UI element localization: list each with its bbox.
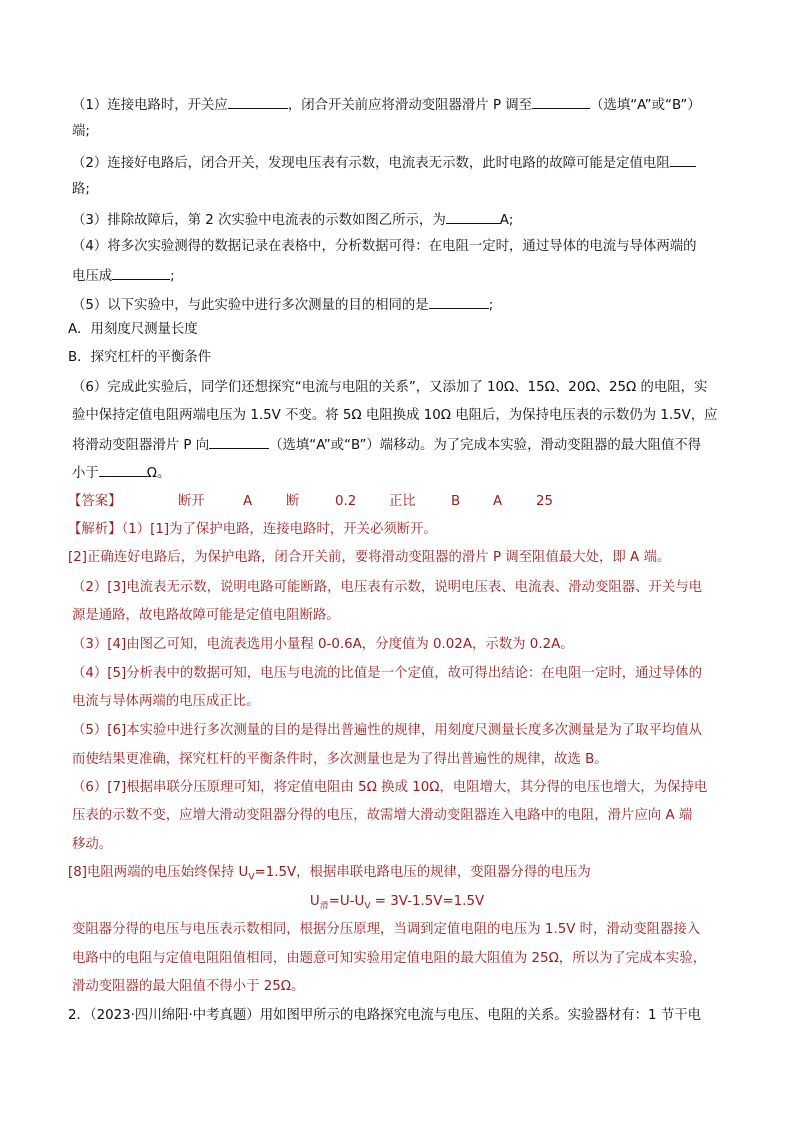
q6-line-3	[72, 434, 701, 456]
q6-text-c: 将滑动变阻器滑片 P 向	[72, 438, 210, 453]
answer-3: 断	[286, 494, 300, 509]
q1-line	[72, 94, 701, 116]
analysis-6: （4）[5]分析表中的数据可知，电压与电流的比值是一个定值，故可得出结论：在电阻一定时，通过导体的	[72, 666, 703, 681]
q2-blank	[670, 152, 696, 167]
analysis-13-a: [8]电阻两端的电压始终保持 U	[68, 865, 249, 880]
q4-blank	[112, 265, 170, 280]
q6-text-b: 验中保持定值电阻两端电压为 1.5V 不变。将 5Ω 电阻换成 10Ω 电阻后，为保持电压表的示数仍为 1.5V，应	[72, 408, 718, 423]
q1-text-c: （选填“A”或“B”）	[590, 98, 701, 113]
q6-text-f: Ω。	[146, 466, 171, 481]
answer-label: 【答案】	[68, 494, 122, 509]
next-question: 2．（2023·四川绵阳·中考真题）用如图甲所示的电路探究电流与电压、电阻的关系。实验器材有：1 节干电	[68, 1008, 701, 1023]
analysis-7: 电流与导体两端的电压成正比。	[72, 694, 260, 709]
q3-text-a: （3）排除故障后，第 2 次实验中电流表的示数如图乙所示，为	[72, 213, 446, 228]
analysis-10: （6）[7]根据串联分压原理可知，将定值电阻由 5Ω 换成 10Ω，电阻增大，其分得的电压也增大，为保持电	[72, 780, 708, 795]
q6-text-e: 小于	[72, 466, 99, 481]
q6-text-a: （6）完成此实验后，同学们还想探究“电流与电阻的关系”，又添加了 10Ω、15Ω、20Ω、25Ω 的电阻，实	[72, 380, 708, 395]
equation-sub-2: V	[364, 901, 371, 912]
q2-text-b: 路;	[72, 182, 90, 197]
q6-line	[72, 378, 707, 398]
analysis-1: 【解析】（1）[1]为了保护电路，连接电路时，开关必须断开。	[68, 522, 437, 537]
answer-row	[68, 492, 553, 512]
analysis-5: （3）[4]由图乙可知，电流表选用小量程 0-0.6A，分度值为 0.02A，示数为 0.2A。	[72, 637, 574, 652]
analysis-3: （2）[3]电流表无示数，说明电路可能断路，电压表有示数，说明电压表、电流表、滑动变阻器、开关与电	[72, 580, 703, 595]
equation-b: =U-U	[328, 894, 365, 909]
equation-u: U	[309, 894, 320, 909]
q4-text-b: 电压成	[72, 269, 113, 284]
q3-text-b: A;	[499, 213, 514, 228]
analysis-13	[68, 863, 591, 888]
q2-text-a: （2）连接好电路后，闭合开关，发现电压表有示数，电流表无示数，此时电路的故障可能是定值电阻	[72, 156, 670, 171]
analysis-16: 滑动变阻器的最大阻值不得小于 25Ω。	[72, 979, 305, 994]
analysis-12: 移动。	[72, 837, 113, 852]
q2-line	[72, 152, 696, 174]
option-b-text: B．探究杠杆的平衡条件	[68, 350, 212, 365]
q2-line-2	[72, 180, 90, 200]
option-a-text: A．用刻度尺测量长度	[68, 322, 198, 337]
q6-blank-1	[209, 434, 269, 449]
analysis-9: 而使结果更准确，探究杠杆的平衡条件时，多次测量也是为了得出普遍性的规律，故选 B。	[72, 752, 608, 767]
q6-line-4	[72, 462, 170, 484]
q1-line-2	[72, 122, 90, 142]
answer-8: 25	[536, 494, 554, 509]
equation-sub-1: 滑	[319, 901, 329, 912]
q1-text-d: 端;	[72, 124, 90, 139]
option-a	[68, 320, 198, 340]
q1-text-a: （1）连接电路时，开关应	[72, 98, 228, 113]
analysis-11: 压表的示数不变，应增大滑动变阻器分得的电压，故需增大滑动变阻器连入电路中的电阻，滑片应向 A 端	[72, 808, 693, 823]
equation-c: = 3V-1.5V=1.5V	[370, 894, 485, 909]
analysis-15: 电路中的电阻与定值电阻阻值相同，由题意可知实验用定值电阻的最大阻值为 25Ω，所以为了完成本实验，	[72, 951, 707, 966]
q5-line	[72, 294, 493, 316]
analysis-13-sub: V	[248, 872, 255, 883]
analysis-13-b: =1.5V，根据串联电路电压的规律，变阻器分得的电压为	[254, 865, 591, 880]
q6-blank-2	[99, 462, 147, 477]
q6-text-d: （选填“A”或“B”）端移动。为了完成本实验，滑动变阻器的最大阻值不得	[269, 438, 702, 453]
analysis-2: [2]正确连好电路后，为保护电路，闭合开关前，要将滑动变阻器的滑片 P 调至阻值最大处，即 A 端。	[68, 550, 671, 565]
q6-line-2	[72, 406, 718, 426]
q1-blank-1	[228, 94, 288, 109]
answer-5: 正比	[389, 494, 416, 509]
q5-text: （5）以下实验中，与此实验中进行多次测量的目的相同的是	[72, 298, 429, 313]
q3-line	[72, 209, 513, 231]
q1-blank-2	[532, 94, 590, 109]
answer-6: B	[451, 494, 461, 509]
q5-end: ;	[488, 298, 494, 313]
q4-text-c: ;	[170, 269, 175, 284]
equation	[0, 892, 794, 917]
q3-blank	[446, 209, 500, 224]
analysis-14: 变阻器分得的电压与电压表示数相同，根据分压原理，当调到定值电阻的电压为 1.5V 时，滑动变阻器接入	[72, 922, 701, 937]
answer-7: A	[493, 494, 503, 509]
analysis-8: （5）[6]本实验中进行多次测量的目的是得出普遍性的规律，用刻度尺测量长度多次测量是为了取平均值从	[72, 723, 703, 738]
answer-1: 断开	[178, 494, 205, 509]
q1-text-b: ，闭合开关前应将滑动变阻器滑片 P 调至	[287, 98, 533, 113]
q4-line	[72, 237, 697, 257]
answer-2: A	[243, 494, 253, 509]
q5-blank	[429, 294, 489, 309]
q4-line-2	[72, 265, 175, 287]
option-b	[68, 348, 211, 368]
answer-4: 0.2	[335, 494, 357, 509]
analysis-4: 源是通路，故电路故障可能是定值电阻断路。	[72, 608, 340, 623]
q4-text-a: （4）将多次实验测得的数据记录在表格中，分析数据可得：在电阻一定时，通过导体的电流与导体两端的	[72, 239, 697, 254]
